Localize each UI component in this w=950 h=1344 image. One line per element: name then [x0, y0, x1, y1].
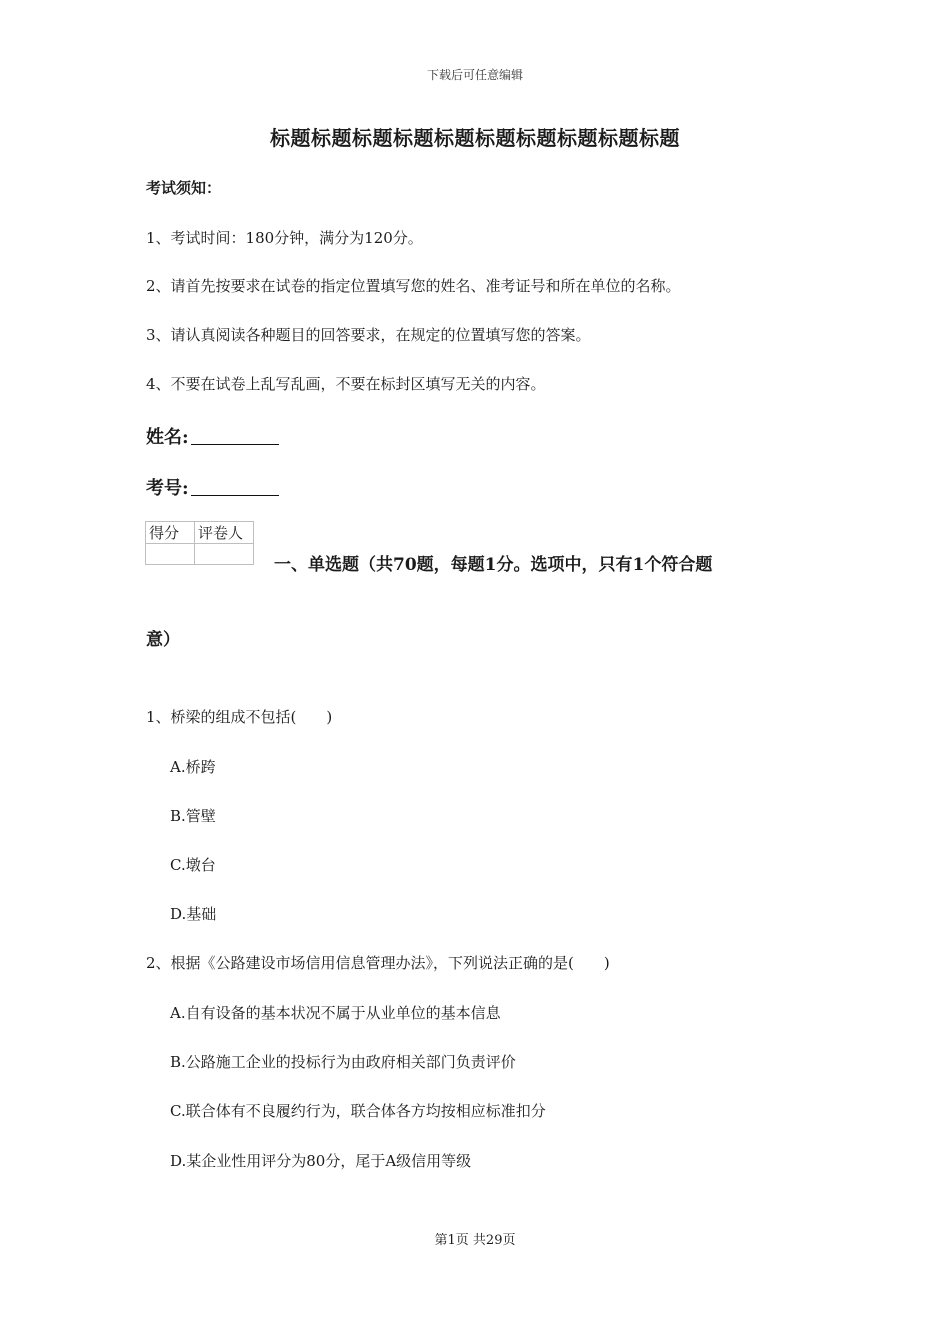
- question-2-option-c: C.联合体有不良履约行为，联合体各方均按相应标准扣分: [170, 1102, 546, 1120]
- question-1-option-d: D.基础: [170, 905, 217, 923]
- score-cell[interactable]: [146, 544, 195, 565]
- question-1-option-b: B.管壁: [170, 807, 216, 825]
- notice-item: 3、请认真阅读各种题目的回答要求，在规定的位置填写您的答案。: [146, 326, 591, 344]
- document-title: 标题标题标题标题标题标题标题标题标题标题: [270, 126, 680, 150]
- question-1-option-a: A.桥跨: [170, 758, 216, 776]
- question-1: 1、桥梁的组成不包括( ): [146, 708, 333, 726]
- section-title: 一、单选题（共70题，每题1分。选项中，只有1个符合题: [274, 555, 713, 575]
- exam-id-field: [146, 474, 279, 500]
- question-1-option-c: C.墩台: [170, 856, 216, 874]
- grader-cell[interactable]: [195, 544, 254, 565]
- name-field: [146, 423, 279, 449]
- header-note: 下载后可任意编辑: [426, 68, 523, 82]
- question-2: 2、根据《公路建设市场信用信息管理办法》，下列说法正确的是( ): [146, 954, 610, 972]
- name-blank[interactable]: [191, 428, 279, 445]
- question-2-option-b: B.公路施工企业的投标行为由政府相关部门负责评价: [170, 1053, 516, 1071]
- notice-item: 1、考试时间：180分钟，满分为120分。: [146, 229, 423, 247]
- grader-header: 评卷人: [195, 522, 254, 544]
- page-footer: 第1页 共29页: [434, 1233, 516, 1248]
- question-2-option-a: A.自有设备的基本状况不属于从业单位的基本信息: [170, 1004, 501, 1022]
- question-2-option-d: D.某企业性用评分为80分，尾于A级信用等级: [170, 1152, 472, 1170]
- notice-heading: 考试须知：: [146, 179, 222, 197]
- score-table: [145, 521, 254, 565]
- score-header: 得分: [146, 522, 195, 544]
- exam-id-blank[interactable]: [191, 479, 279, 496]
- exam-id-label: 考号:: [146, 478, 189, 499]
- notice-item: 2、请首先按要求在试卷的指定位置填写您的姓名、准考证号和所在单位的名称。: [146, 277, 681, 295]
- section-title-continued: 意）: [146, 630, 180, 650]
- name-label: 姓名:: [146, 427, 189, 448]
- notice-item: 4、不要在试卷上乱写乱画，不要在标封区填写无关的内容。: [146, 375, 546, 393]
